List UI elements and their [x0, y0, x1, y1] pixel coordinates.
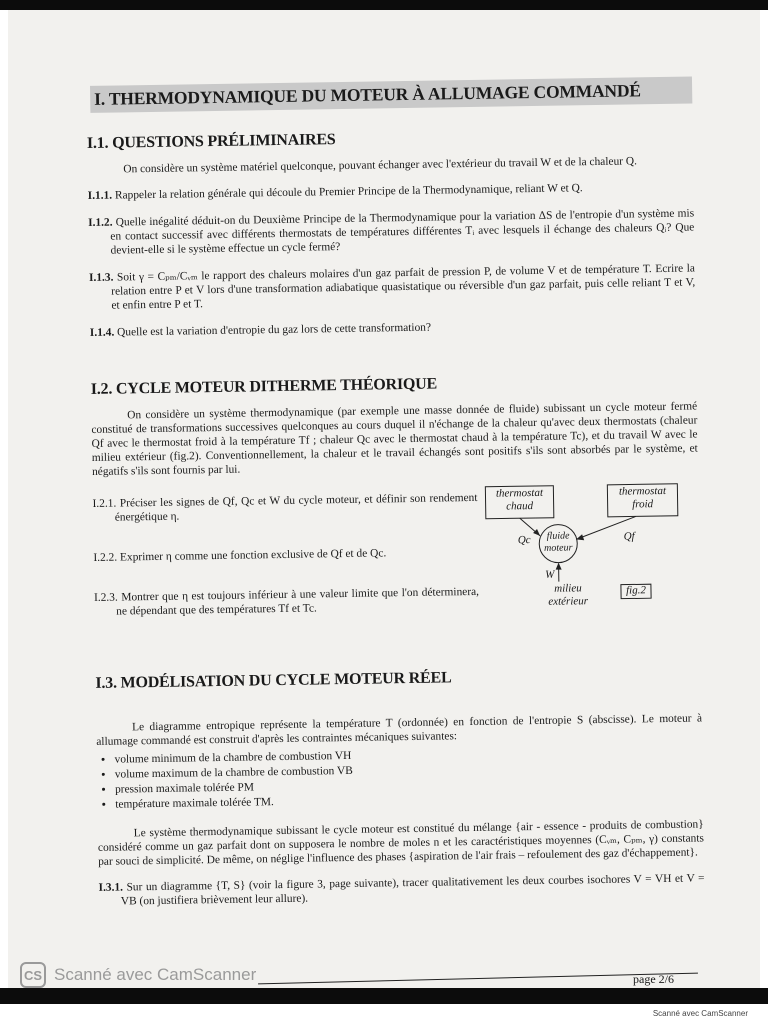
section-3-intro: Le diagramme entropique représente la température T (ordonnée) en fonction de l'entropie S (abscisse). Le moteur à allumage commandé est construit d'après les contraintes mécaniques suivantes: [96, 712, 703, 748]
list-item: • volume minimum de la chambre de combustion VH [114, 743, 702, 767]
bottom-black-bar [0, 988, 768, 1004]
question-text: Quelle est la variation d'entropie du gaz lors de cette transformation? [117, 321, 432, 339]
list-item: • volume maximum de la chambre de combustion VB [115, 758, 703, 782]
question-text: Montrer que η est toujours inférieur à une valeur limite que l'on déterminera, ne dépendant que des températures Tf et Tc. [116, 585, 480, 618]
section-1-intro: On considère un système matériel quelconque, pouvant échanger avec l'extérieur du travail W et de la chaleur Q. [123, 155, 638, 176]
question-1-1-3 [89, 261, 696, 313]
question-text: Rappeler la relation générale qui découle du Premier Principe de la Thermodynamique, reliant W et Q. [114, 182, 583, 202]
question-text: Préciser les signes de Qf, Qc et W du cycle moteur, et définir son rendement énergétique η. [114, 491, 478, 524]
camscanner-logo-icon: CS [20, 962, 46, 988]
list-item: • température maximale tolérée TM. [115, 788, 703, 812]
w-label: W [545, 568, 555, 581]
question-1-2-1 [92, 491, 477, 525]
qf-label: Qf [623, 530, 635, 543]
exterior-label: milieu extérieur [548, 582, 589, 608]
section-3-paragraph-2: Le système thermodynamique subissant le cycle moteur est constitué du mélange {air - essence - produits de combustion} considéré comme un gaz parfait dont on supposera le nombre de moles n et les caractéristiques moyennes (Cᵥₘ, Cₚₘ, γ) constants par souci de simplicité. De même, on néglige l'influence des phases {aspiration de l'air frais – refoulement des gaz d'échappement}. [97, 818, 704, 868]
question-1-1-4 [90, 316, 696, 340]
question-text: Exprimer η comme une fonction exclusive de Qf et de Qc. [119, 547, 387, 564]
question-1-3-1 [98, 871, 704, 909]
question-number: I.1.1. [87, 189, 113, 202]
question-number: I.2.1. [92, 497, 117, 510]
question-text: Sur un diagramme {T, S} (voir la figure 3, page suivante), tracer qualitativement les deux courbes isochores V = VH et V = VB (on justifiera brièvement leur allure). [120, 872, 705, 908]
section-2-questions [92, 485, 479, 645]
scan-caption: Scanné avec CamScanner [652, 1009, 748, 1018]
page-content [86, 76, 705, 921]
question-number: I.1.3. [88, 271, 114, 284]
question-1-2-2 [93, 545, 478, 565]
qc-label: Qc [517, 534, 531, 547]
hot-thermostat-label: thermostat chaud [495, 486, 544, 513]
list-item: • pression maximale tolérée PM [115, 773, 703, 797]
top-black-bar [0, 0, 768, 10]
section-title-1: I.1. QUESTIONS PRÉLIMINAIRES [86, 131, 336, 152]
fluid-engine-label: fluide moteur [544, 530, 573, 554]
question-text: Soit γ = Cₚₘ/Cᵥₘ le rapport des chaleurs molaires d'un gaz parfait de pression P, de volume V et de température T. Ecrire la relation entre P et V lors d'une transformation adiabatique quasistatique ou réversible d'un gaz parfait, puis celle reliant T et V, et enfin entre P et T. [111, 262, 696, 312]
question-1-1-1 [88, 179, 694, 203]
footer-rule [258, 973, 698, 985]
page-number: page 2/6 [633, 972, 674, 986]
question-1-2-3 [94, 585, 479, 619]
watermark-text: Scanné avec CamScanner [54, 965, 257, 984]
question-text: Quelle inégalité déduit-on du Deuxième Principe de la Thermodynamique pour la variation ΔS de l'entropie d'un système mis en contact successif avec différents thermostats de températures différentes Tᵢ avec lesquels il échange des chaleurs Qᵢ? Que devient-elle si le système effectue un cycle fermé? [110, 207, 695, 257]
figure-caption: fig.2 [625, 584, 647, 597]
section-2-intro: On considère un système thermodynamique (par exemple une masse donnée de fluide) subissant un cycle moteur fermé constitué de transformations successives quelconques au cours duquel il n'échange de la chaleur qu'avec deux thermostats (chaleur Qf avec le thermostat froid à la température Tf ; chaleur Qc avec le thermostat chaud à la température Tc), et du travail W avec le milieu extérieur (fig.2). Conventionnellement, la chaleur et le travail échangés sont positifs s'ils sont absorbés par le système, et négatifs s'ils sont fournis par lui. [91, 400, 698, 478]
question-number: I.2.3. [93, 591, 118, 604]
camscanner-watermark [20, 962, 256, 988]
section-2-questions-with-figure [92, 481, 700, 644]
main-title: I. THERMODYNAMIQUE DU MOTEUR À ALLUMAGE COMMANDÉ [90, 76, 692, 112]
question-number: I.1.4. [89, 326, 115, 339]
question-number: I.1.2. [88, 216, 113, 229]
scanned-page [8, 10, 760, 988]
section-title-3: I.3. MODÉLISATION DU CYCLE MOTEUR RÉEL [95, 669, 452, 692]
section-title-2: I.2. CYCLE MOTEUR DITHERME THÉORIQUE [90, 375, 438, 398]
question-number: I.3.1. [98, 881, 124, 894]
cold-thermostat-label: thermostat froid [618, 484, 667, 511]
question-number: I.2.2. [93, 551, 118, 564]
question-1-1-2 [88, 206, 695, 258]
constraints-list [96, 743, 703, 813]
figure-2-diagram [477, 481, 700, 609]
